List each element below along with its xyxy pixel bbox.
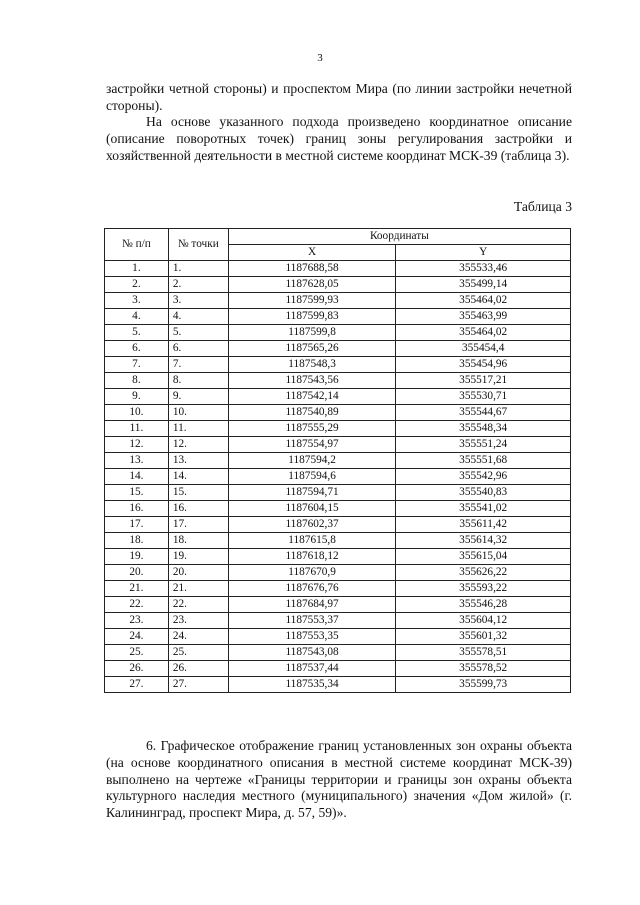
table-row [105,677,571,693]
cell-row-number: 15. [105,485,169,501]
header-y: Y [396,245,571,261]
cell-point-number: 14. [168,469,228,485]
cell-y: 355544,67 [396,405,571,421]
cell-x: 1187553,37 [228,613,396,629]
cell-point-number: 13. [168,453,228,469]
cell-point-number: 2. [168,277,228,293]
cell-point-number: 1. [168,261,228,277]
cell-point-number: 9. [168,389,228,405]
paragraph-graphic-display: 6. Графическое отображение границ установленных зон охраны объекта (на основе координатного описания в местной системе координат МСК-39) выполнено на чертеже «Границы территории и границы зон охраны объекта культурного наследия местного (муниципального) значения «Дом жилой» (г. Калининград, проспект Мира, д. 57, 59)». [106,738,572,821]
cell-x: 1187594,71 [228,485,396,501]
table-row [105,629,571,645]
cell-y: 355541,02 [396,501,571,517]
cell-row-number: 16. [105,501,169,517]
cell-x: 1187688,58 [228,261,396,277]
cell-x: 1187594,2 [228,453,396,469]
cell-point-number: 24. [168,629,228,645]
cell-x: 1187670,9 [228,565,396,581]
cell-point-number: 12. [168,437,228,453]
cell-y: 355578,51 [396,645,571,661]
cell-row-number: 23. [105,613,169,629]
paragraph-continuation: застройки четной стороны) и проспектом Мира (по линии застройки нечетной стороны). [106,81,572,113]
cell-row-number: 19. [105,549,169,565]
cell-point-number: 16. [168,501,228,517]
header-point-number: № точки [168,229,228,261]
table-row [105,293,571,309]
cell-x: 1187676,76 [228,581,396,597]
cell-row-number: 25. [105,645,169,661]
cell-y: 355517,21 [396,373,571,389]
cell-x: 1187604,15 [228,501,396,517]
cell-row-number: 3. [105,293,169,309]
cell-row-number: 10. [105,405,169,421]
cell-point-number: 25. [168,645,228,661]
cell-x: 1187599,93 [228,293,396,309]
cell-row-number: 17. [105,517,169,533]
cell-y: 355463,99 [396,309,571,325]
table-row [105,549,571,565]
cell-y: 355593,22 [396,581,571,597]
cell-x: 1187618,12 [228,549,396,565]
coordinates-table [104,228,571,693]
cell-x: 1187602,37 [228,517,396,533]
cell-point-number: 17. [168,517,228,533]
table-row [105,501,571,517]
cell-point-number: 7. [168,357,228,373]
table-caption: Таблица 3 [513,199,572,214]
table-row [105,437,571,453]
table-row [105,453,571,469]
cell-y: 355578,52 [396,661,571,677]
cell-row-number: 4. [105,309,169,325]
cell-row-number: 18. [105,533,169,549]
cell-y: 355454,96 [396,357,571,373]
cell-row-number: 9. [105,389,169,405]
cell-y: 355530,71 [396,389,571,405]
cell-point-number: 22. [168,597,228,613]
table-row [105,405,571,421]
cell-point-number: 4. [168,309,228,325]
cell-x: 1187537,44 [228,661,396,677]
paragraph-coordinate-description: На основе указанного подхода произведено координатное описание (описание поворотных точек) границ зоны регулирования застройки и хозяйственной деятельности в местной системе координат МСК-39 (таблица 3). [106,114,572,163]
cell-row-number: 7. [105,357,169,373]
header-coordinates: Координаты [228,229,570,245]
cell-point-number: 11. [168,421,228,437]
table-row [105,517,571,533]
cell-y: 355614,32 [396,533,571,549]
cell-x: 1187543,56 [228,373,396,389]
cell-row-number: 24. [105,629,169,645]
cell-y: 355551,68 [396,453,571,469]
cell-y: 355551,24 [396,437,571,453]
cell-y: 355601,32 [396,629,571,645]
cell-point-number: 10. [168,405,228,421]
cell-row-number: 21. [105,581,169,597]
cell-y: 355599,73 [396,677,571,693]
table-row [105,469,571,485]
cell-point-number: 6. [168,341,228,357]
cell-point-number: 5. [168,325,228,341]
cell-point-number: 21. [168,581,228,597]
cell-x: 1187554,97 [228,437,396,453]
cell-row-number: 5. [105,325,169,341]
table-row [105,661,571,677]
cell-point-number: 23. [168,613,228,629]
header-x: X [228,245,396,261]
cell-row-number: 14. [105,469,169,485]
cell-row-number: 2. [105,277,169,293]
cell-point-number: 19. [168,549,228,565]
table-row [105,597,571,613]
table-row [105,485,571,501]
cell-y: 355546,28 [396,597,571,613]
cell-x: 1187594,6 [228,469,396,485]
table-row [105,581,571,597]
cell-row-number: 12. [105,437,169,453]
table-row [105,325,571,341]
cell-point-number: 8. [168,373,228,389]
cell-row-number: 26. [105,661,169,677]
cell-y: 355464,02 [396,293,571,309]
cell-x: 1187599,8 [228,325,396,341]
cell-row-number: 8. [105,373,169,389]
cell-y: 355611,42 [396,517,571,533]
table-row [105,357,571,373]
page-number: 3 [317,52,323,64]
table-row [105,533,571,549]
cell-row-number: 22. [105,597,169,613]
cell-row-number: 20. [105,565,169,581]
table-row [105,565,571,581]
cell-y: 355626,22 [396,565,571,581]
cell-x: 1187548,3 [228,357,396,373]
cell-x: 1187628,05 [228,277,396,293]
table-row [105,341,571,357]
cell-row-number: 6. [105,341,169,357]
cell-point-number: 20. [168,565,228,581]
table-row [105,309,571,325]
table-row [105,421,571,437]
cell-x: 1187543,08 [228,645,396,661]
cell-x: 1187684,97 [228,597,396,613]
table-row [105,261,571,277]
cell-y: 355499,14 [396,277,571,293]
cell-y: 355548,34 [396,421,571,437]
header-row-number: № п/п [105,229,169,261]
cell-point-number: 18. [168,533,228,549]
cell-row-number: 1. [105,261,169,277]
cell-y: 355533,46 [396,261,571,277]
table-row [105,389,571,405]
cell-row-number: 27. [105,677,169,693]
cell-y: 355540,83 [396,485,571,501]
table-row [105,613,571,629]
table-row [105,373,571,389]
cell-row-number: 13. [105,453,169,469]
cell-x: 1187615,8 [228,533,396,549]
table-row [105,645,571,661]
cell-point-number: 26. [168,661,228,677]
cell-x: 1187555,29 [228,421,396,437]
cell-y: 355604,12 [396,613,571,629]
cell-x: 1187542,14 [228,389,396,405]
cell-row-number: 11. [105,421,169,437]
table-row [105,277,571,293]
cell-point-number: 15. [168,485,228,501]
cell-x: 1187553,35 [228,629,396,645]
cell-x: 1187535,34 [228,677,396,693]
cell-point-number: 3. [168,293,228,309]
cell-y: 355542,96 [396,469,571,485]
cell-x: 1187540,89 [228,405,396,421]
cell-x: 1187599,83 [228,309,396,325]
table-body [105,261,571,693]
cell-x: 1187565,26 [228,341,396,357]
cell-y: 355454,4 [396,341,571,357]
cell-point-number: 27. [168,677,228,693]
cell-y: 355615,04 [396,549,571,565]
cell-y: 355464,02 [396,325,571,341]
